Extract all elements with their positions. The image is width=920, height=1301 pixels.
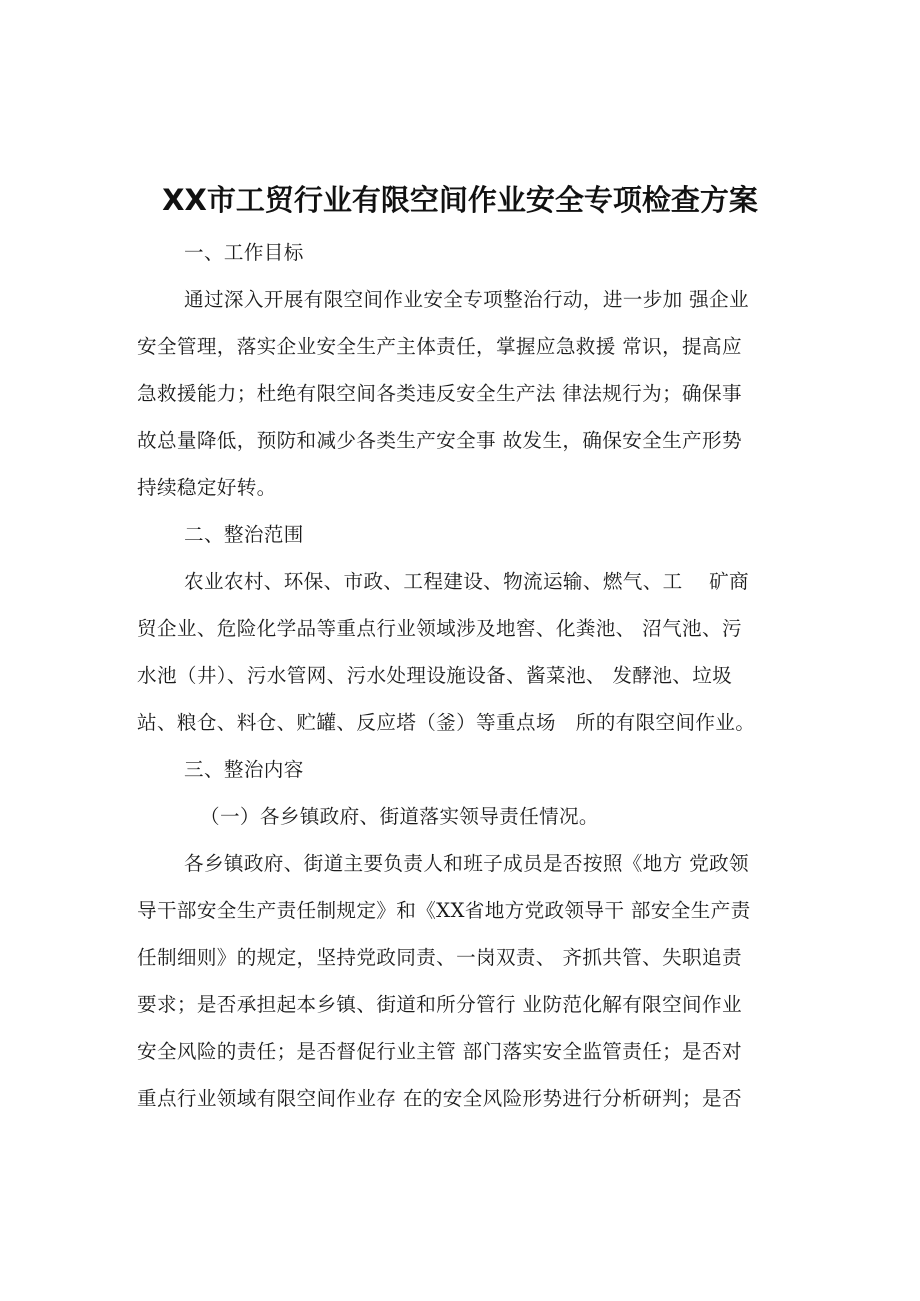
paragraph-line: 站、粮仓、料仓、贮罐、反应塔（釜）等重点场 所的有限空间作业。 — [137, 711, 756, 734]
paragraph-line: 农业农村、环保、市政、工程建设、物流运输、燃气、工 矿商 — [184, 570, 750, 593]
paragraph-line: 水池（井）、污水管网、污水处理设施设备、酱菜池、 发酵池、垃圾 — [137, 664, 733, 687]
paragraph-line: 安全风险的责任；是否督促行业主管 部门落实安全监管责任；是否对 — [137, 1040, 742, 1063]
paragraph-line: 故总量降低，预防和减少各类生产安全事 故发生，确保安全生产形势 — [137, 429, 742, 452]
paragraph-line: 导干部安全生产责任制规定》和《XX省地方党政领导干 部安全生产责 — [137, 899, 751, 922]
subsection-heading: （一）各乡镇政府、街道落实领导责任情况。 — [200, 805, 599, 828]
document-title: XX市工贸行业有限空间作业安全专项检查方案 — [162, 183, 758, 217]
section-heading-goals: 一、工作目标 — [184, 241, 304, 264]
paragraph-line: 贸企业、危险化学品等重点行业领域涉及地窖、化粪池、 沼气池、污 — [137, 617, 742, 640]
paragraph-line: 任制细则》的规定，坚持党政同责、一岗双责、 齐抓共管、失职追责 — [137, 946, 742, 969]
paragraph-line: 安全管理，落实企业安全生产主体责任，掌握应急救援 常识，提高应 — [137, 335, 742, 358]
paragraph-line: 持续稳定好转。 — [137, 476, 277, 499]
paragraph-line: 通过深入开展有限空间作业安全专项整治行动，进一步加 强企业 — [184, 288, 750, 311]
paragraph-line: 各乡镇政府、街道主要负责人和班子成员是否按照《地方 党政领 — [184, 852, 750, 875]
section-heading-content: 三、整治内容 — [184, 758, 304, 781]
section-heading-scope: 二、整治范围 — [184, 523, 304, 546]
paragraph-line: 重点行业领域有限空间作业存 在的安全风险形势进行分析研判；是否 — [137, 1087, 742, 1110]
paragraph-line: 急救援能力；杜绝有限空间各类违反安全生产法 律法规行为；确保事 — [137, 382, 742, 405]
paragraph-line: 要求；是否承担起本乡镇、街道和所分管行 业防范化解有限空间作业 — [137, 993, 742, 1016]
